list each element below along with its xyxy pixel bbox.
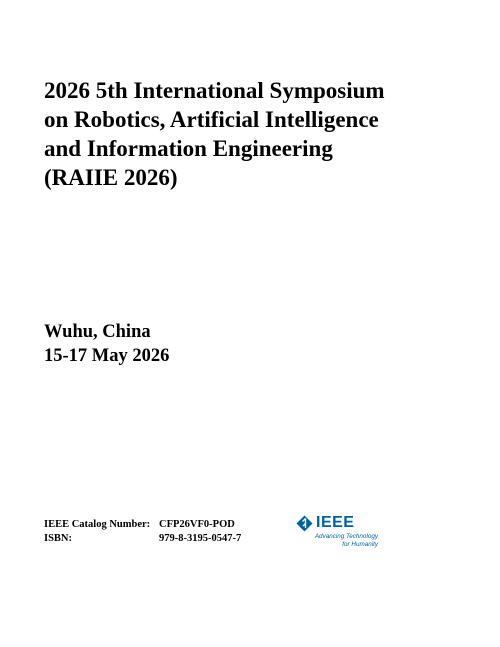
- title-line-2: on Robotics, Artificial Intelligence: [44, 107, 379, 132]
- title-line-3: and Information Engineering: [44, 136, 333, 161]
- venue-location: Wuhu, China: [44, 322, 151, 342]
- catalog-number-row: [44, 518, 241, 532]
- proceedings-title: [44, 76, 464, 192]
- ieee-diamond-icon: [296, 515, 313, 532]
- venue-info: [44, 320, 169, 368]
- title-line-4: (RAIIE 2026): [44, 165, 178, 190]
- venue-dates: 15-17 May 2026: [44, 346, 170, 366]
- catalog-info: [44, 518, 241, 546]
- title-line-1: 2026 5th International Symposium: [44, 78, 385, 103]
- isbn-label: ISBN:: [44, 533, 73, 544]
- isbn-row: [44, 532, 241, 546]
- ieee-tagline-line-1: Advancing Technology: [314, 533, 378, 540]
- ieee-tagline-line-2: for Humanity: [342, 541, 378, 548]
- ieee-tagline: [298, 533, 378, 549]
- catalog-number-value: CFP26VF0-POD: [159, 519, 235, 530]
- isbn-value: 979-8-3195-0547-7: [159, 533, 242, 544]
- ieee-logo: [296, 514, 376, 552]
- ieee-wordmark: IEEE: [316, 514, 355, 531]
- catalog-number-label: IEEE Catalog Number:: [44, 519, 151, 530]
